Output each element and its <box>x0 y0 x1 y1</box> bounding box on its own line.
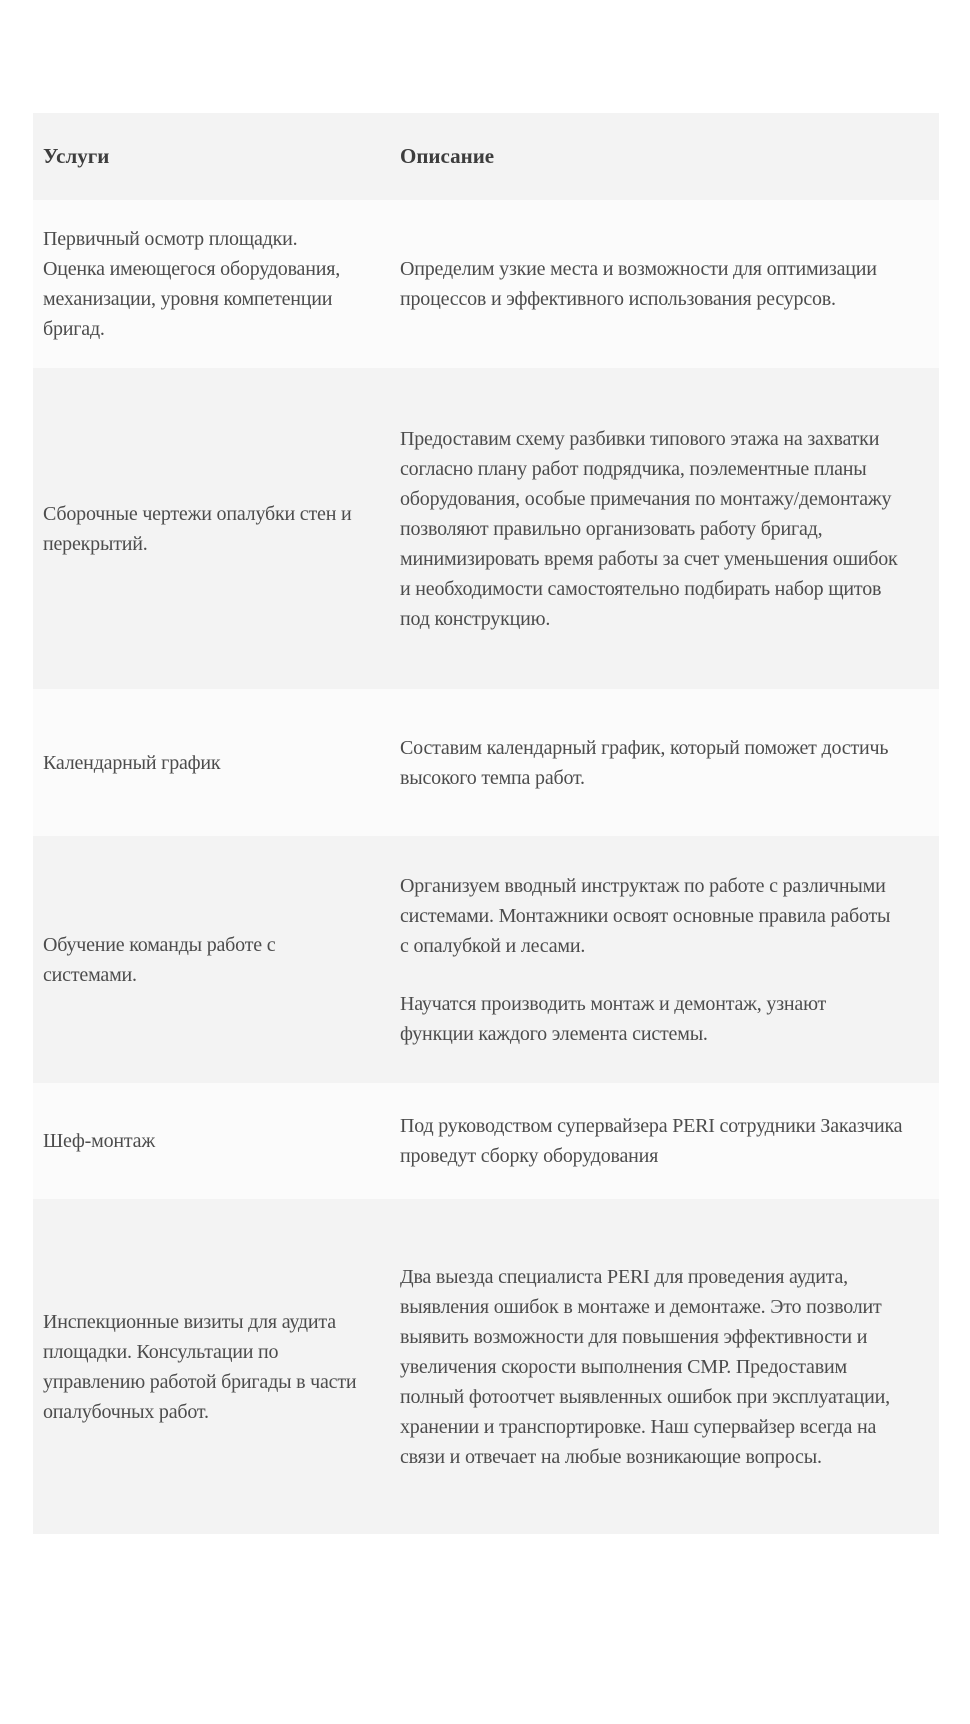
service-name-cell: Инспекционные визиты для аудита площадки. Консультации по управлению работой бригады в части опалубочных работ. <box>33 1199 390 1534</box>
services-table-section <box>33 113 939 1534</box>
description-paragraph: Научатся производить монтаж и демонтаж, узнают функции каждого элемента системы. <box>400 992 827 1045</box>
service-description-cell <box>390 368 939 689</box>
description-paragraph: Под руководством супервайзера PERI сотрудники Заказчика проведут сборку оборудования <box>400 1115 903 1167</box>
description-paragraph: Организуем вводный инструктаж по работе с различными системами. Монтажники освоят основные правила работы с опалубкой и лесами. <box>400 874 891 957</box>
description-paragraph: Предоставим схему разбивки типового этажа на захватки согласно плану работ подрядчика, поэлементные планы оборудования, особые примечания по монтажу/демонтажу позволяют правильно организовать работу бригад, минимизировать время работы за счет уменьшения ошибок и необходимости самостоятельно подбирать набор щитов под конструкцию. <box>400 427 898 630</box>
table-row <box>33 1199 939 1534</box>
header-row <box>33 113 939 200</box>
column-header-services: Услуги <box>33 113 390 200</box>
table-row <box>33 200 939 368</box>
description-paragraph: Определим узкие места и возможности для оптимизации процессов и эффективного использования ресурсов. <box>400 258 877 310</box>
service-name-cell: Шеф-монтаж <box>33 1083 390 1199</box>
service-name-cell: Сборочные чертежи опалубки стен и перекрытий. <box>33 368 390 689</box>
service-description-cell <box>390 689 939 836</box>
service-name-cell: Календарный график <box>33 689 390 836</box>
service-description-cell <box>390 1083 939 1199</box>
table-body <box>33 200 939 1534</box>
table-header <box>33 113 939 200</box>
service-name-cell: Обучение команды работе с системами. <box>33 836 390 1083</box>
service-description-cell <box>390 836 939 1083</box>
service-name-cell: Первичный осмотр площадки. Оценка имеющегося оборудования, механизации, уровня компетенции бригад. <box>33 200 390 368</box>
table-row <box>33 1083 939 1199</box>
table-row <box>33 368 939 689</box>
services-table <box>33 113 939 1534</box>
column-header-description: Описание <box>390 113 939 200</box>
description-paragraph: Два выезда специалиста PERI для проведения аудита, выявления ошибок в монтаже и демонтаже. Это позволит выявить возможности для повышения эффективности и увеличения скорости выполнения СМР. Предоставим полный фотоотчет выявленных ошибок при эксплуатации, хранении и транспортировке. Наш супервайзер всегда на связи и отвечает на любые возникающие вопросы. <box>400 1265 890 1468</box>
table-row <box>33 836 939 1083</box>
service-description-cell <box>390 200 939 368</box>
table-row <box>33 689 939 836</box>
description-paragraph: Составим календарный график, который поможет достичь высокого темпа работ. <box>400 736 889 789</box>
service-description-cell <box>390 1199 939 1534</box>
